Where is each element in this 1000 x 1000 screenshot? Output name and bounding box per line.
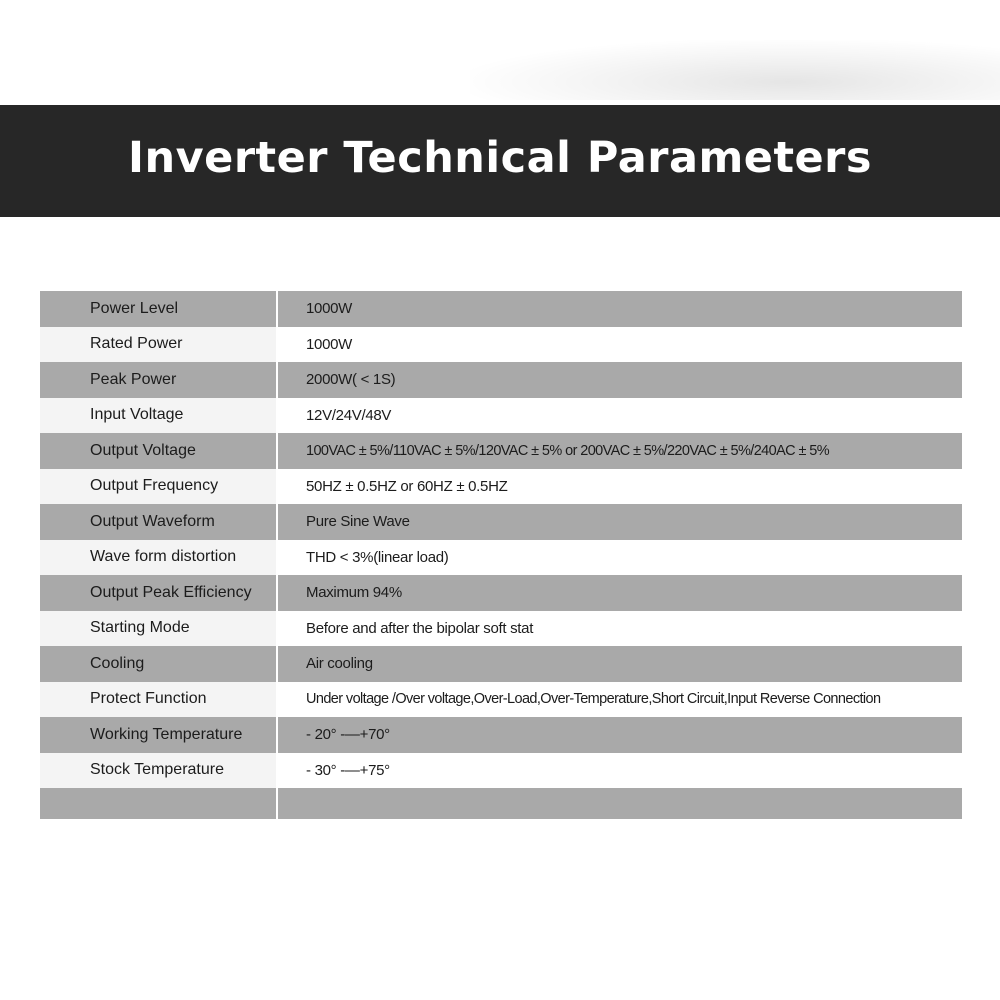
- spec-label: Output Frequency: [40, 469, 277, 505]
- table-row: [40, 291, 962, 327]
- spec-label: Protect Function: [40, 682, 277, 718]
- table-row: [40, 611, 962, 647]
- spec-value: 2000W( < 1S): [277, 362, 962, 398]
- spec-label: Output Waveform: [40, 504, 277, 540]
- spec-value: 1000W: [277, 291, 962, 327]
- spec-value: 12V/24V/48V: [277, 398, 962, 434]
- table-row: [40, 469, 962, 505]
- spec-value: - 20° -—+70°: [277, 717, 962, 753]
- decorative-shadow: [470, 40, 1000, 100]
- spec-label: Wave form distortion: [40, 540, 277, 576]
- spec-label: Stock Temperature: [40, 753, 277, 789]
- spec-label: Peak Power: [40, 362, 277, 398]
- spec-label: Rated Power: [40, 327, 277, 363]
- table-row-empty: [40, 788, 962, 819]
- empty-cell: [40, 788, 277, 819]
- spec-value: 50HZ ± 0.5HZ or 60HZ ± 0.5HZ: [277, 469, 962, 505]
- spec-table: [40, 291, 962, 819]
- table-row: [40, 575, 962, 611]
- table-row: [40, 504, 962, 540]
- spec-value: - 30° -—+75°: [277, 753, 962, 789]
- page-title: Inverter Technical Parameters: [128, 133, 872, 183]
- table-row: [40, 398, 962, 434]
- spec-value: Under voltage /Over voltage,Over-Load,Over-Temperature,Short Circuit,Input Reverse Connection: [277, 682, 962, 718]
- spec-label: Input Voltage: [40, 398, 277, 434]
- spec-label: Cooling: [40, 646, 277, 682]
- table-row: [40, 327, 962, 363]
- empty-cell: [277, 788, 962, 819]
- table-row: [40, 540, 962, 576]
- spec-label: Power Level: [40, 291, 277, 327]
- title-banner: [0, 105, 1000, 217]
- spec-value: Pure Sine Wave: [277, 504, 962, 540]
- table-row: [40, 682, 962, 718]
- spec-label: Output Voltage: [40, 433, 277, 469]
- spec-value: Air cooling: [277, 646, 962, 682]
- table-row: [40, 753, 962, 789]
- spec-value: Maximum 94%: [277, 575, 962, 611]
- spec-value: Before and after the bipolar soft stat: [277, 611, 962, 647]
- spec-value: THD < 3%(linear load): [277, 540, 962, 576]
- spec-label: Working Temperature: [40, 717, 277, 753]
- table-row: [40, 646, 962, 682]
- spec-value: 100VAC ± 5%/110VAC ± 5%/120VAC ± 5% or 200VAC ± 5%/220VAC ± 5%/240AC ± 5%: [277, 433, 962, 469]
- spec-value: 1000W: [277, 327, 962, 363]
- table-row: [40, 362, 962, 398]
- table-row: [40, 717, 962, 753]
- spec-label: Starting Mode: [40, 611, 277, 647]
- spec-label: Output Peak Efficiency: [40, 575, 277, 611]
- table-row: [40, 433, 962, 469]
